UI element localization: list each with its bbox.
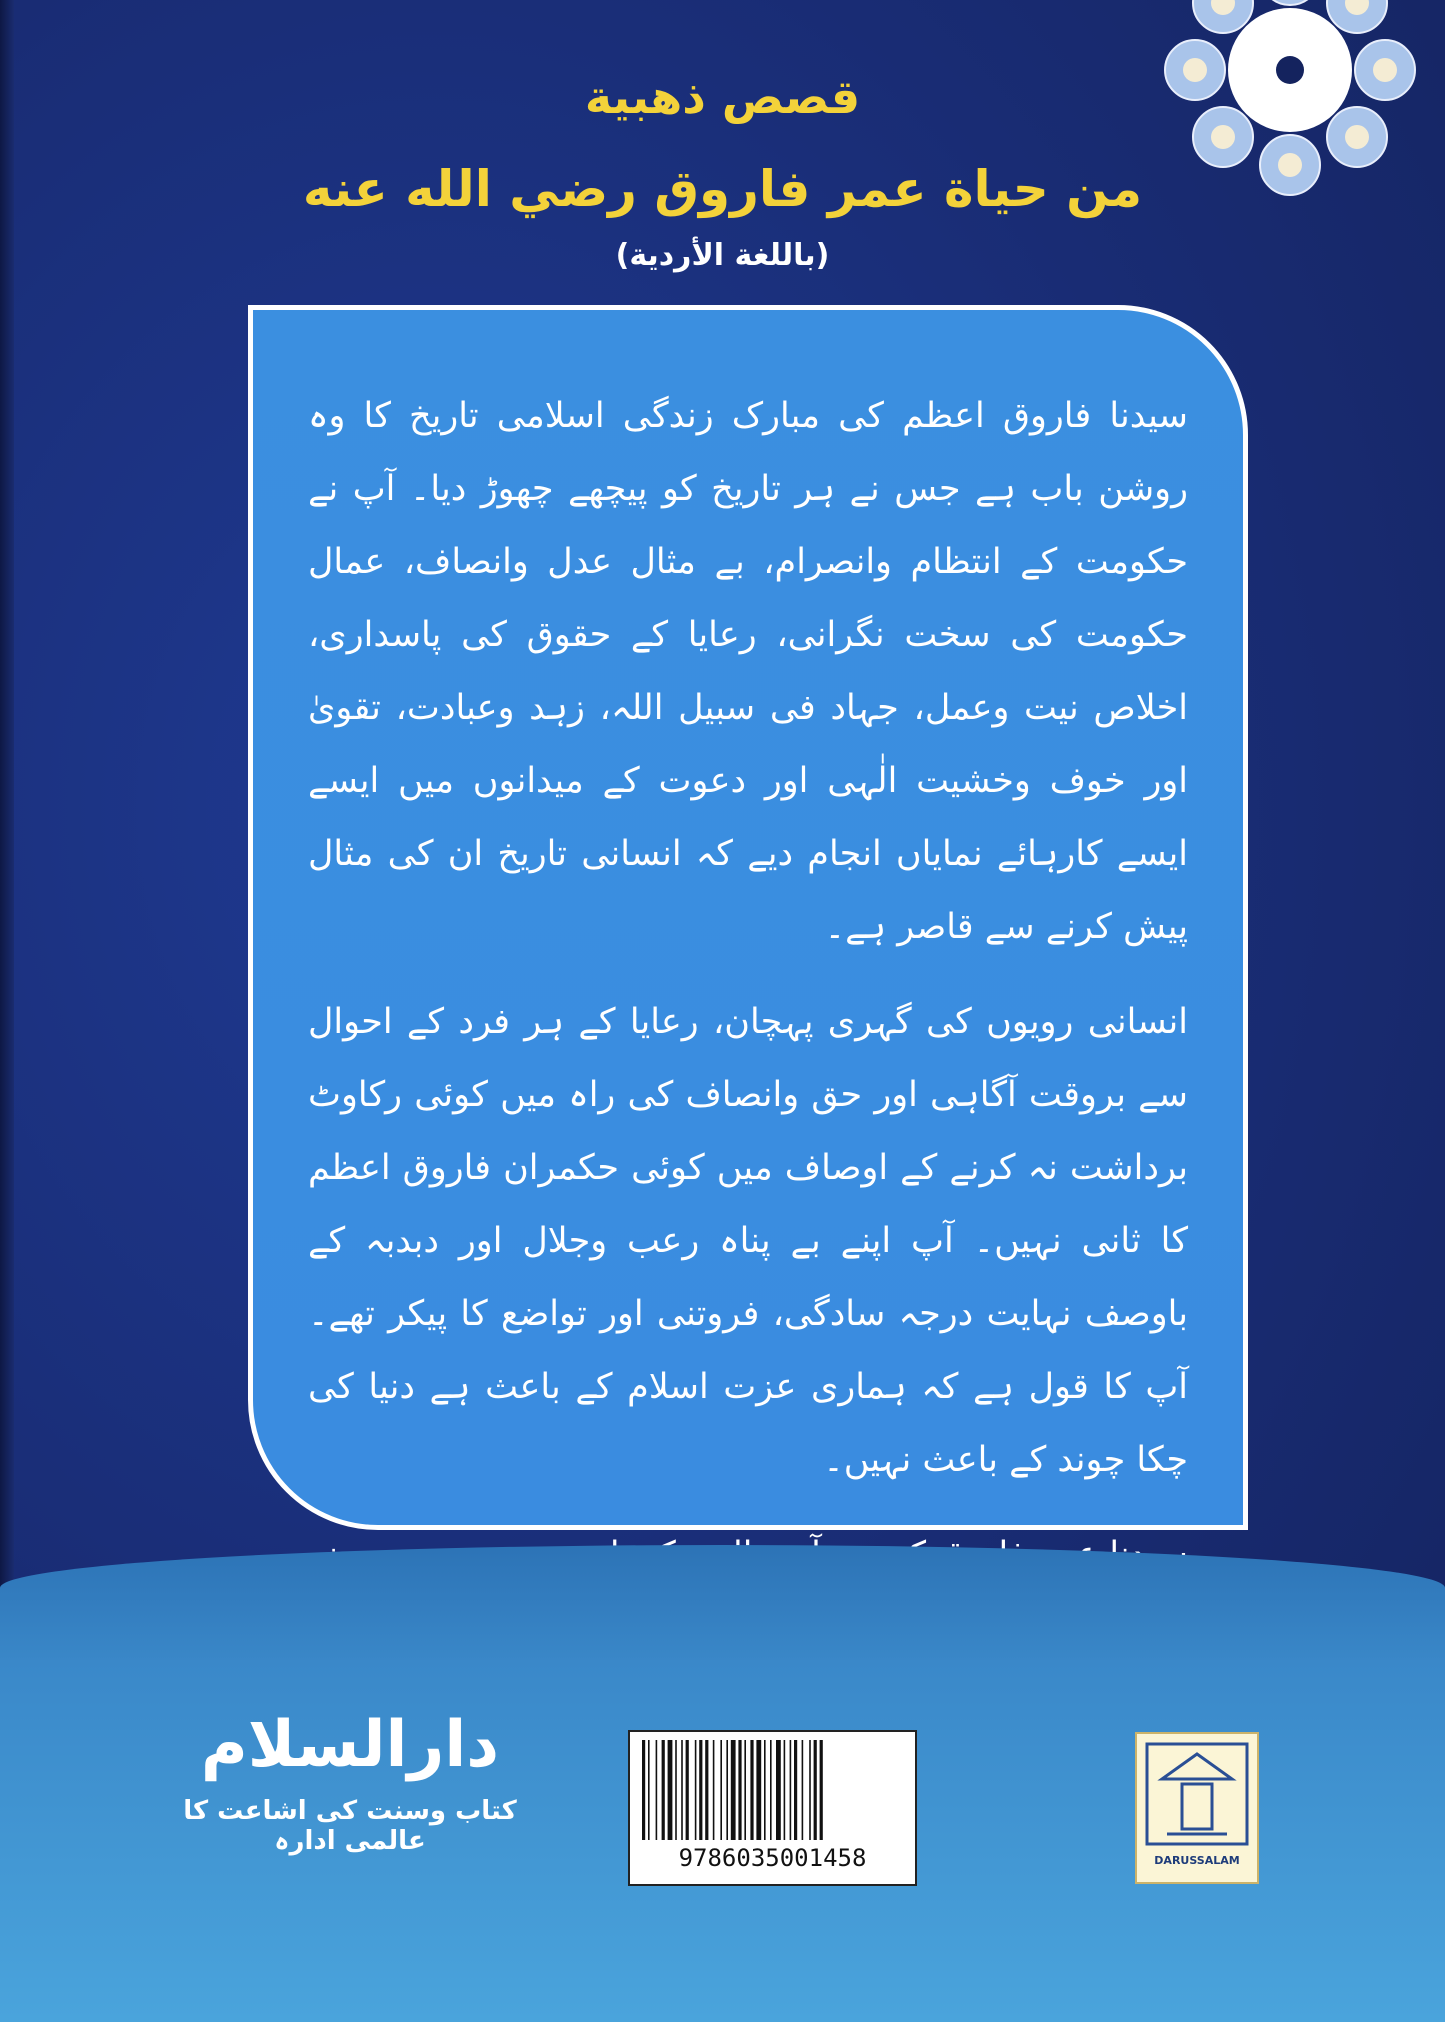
barcode-bars bbox=[642, 1740, 902, 1840]
description-paragraph: سیدنا فاروق اعظم کی مبارک زندگی اسلامی تاریخ کا وہ روشن باب ہے جس نے ہر تاریخ کو پیچھے چھوڑ دیا۔ آپ نے حکومت کے انتظام وانصرام، بے مثال عدل وانصاف، عمال حکومت کی سخت نگرانی، رعایا کے حقوق کی پاسداری، اخلاص نیت وعمل، جہاد فی سبیل اللہ، زہد وعبادت، تقویٰ اور خوف وخشیت الٰہی اور دعوت کے میدانوں میں ایسے ایسے کارہائے نمایاں انجام دیے کہ انسانی تاریخ ان کی مثال پیش کرنے سے قاصر ہے۔ bbox=[308, 396, 1188, 947]
cover-title-language: (باللغة الأردية) bbox=[615, 238, 830, 273]
publisher-block bbox=[180, 1700, 520, 1856]
publisher-name: دارالسلام bbox=[200, 1708, 500, 1782]
description-paragraph: انسانی رویوں کی گہری پہچان، رعایا کے ہر فرد کے احوال سے بروقت آگاہی اور حق وانصاف کی راہ میں کوئی رکاوٹ برداشت نہ کرنے کے اوصاف میں کوئی حکمران فاروق اعظم کا ثانی نہیں۔ آپ اپنے بے پناہ رعب وجلال اور دبدبہ کے باوصف نہایت درجہ سادگی، فروتنی اور تواضع کا پیکر تھے۔ آپ کا قول ہے کہ ہماری عزت اسلام کے باعث ہے دنیا کی چکا چوند کے باعث نہیں۔ bbox=[308, 1002, 1188, 1480]
isbn-number: 9786035001458 bbox=[678, 1844, 867, 1872]
publisher-tagline: کتاب وسنت کی اشاعت کا عالمی ادارہ bbox=[183, 1796, 517, 1856]
description-box bbox=[248, 305, 1248, 1530]
publisher-logo bbox=[1135, 1732, 1259, 1884]
logo-label: DARUSSALAM bbox=[1154, 1854, 1240, 1867]
logo-mark bbox=[1137, 1734, 1257, 1852]
cover-title-line1: قصص ذهبية bbox=[584, 70, 861, 124]
cover-title-line2: من حياة عمر فاروق رضي الله عنه bbox=[302, 160, 1143, 218]
isbn-barcode bbox=[628, 1730, 917, 1886]
